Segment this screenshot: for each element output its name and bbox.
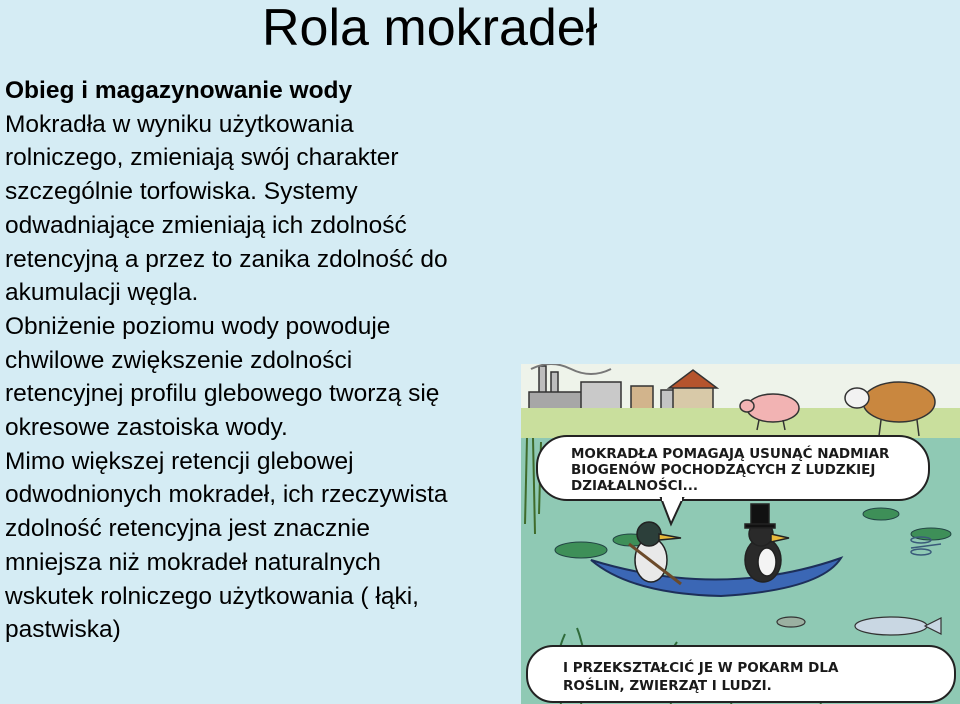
paragraph-line: retencyjnej profilu glebowego tworzą się xyxy=(5,380,440,408)
paragraph-line: Mokradła w wyniku użytkowania xyxy=(5,110,354,138)
speech-bubble-bottom xyxy=(527,646,955,702)
paragraph-line: rolniczego, zmieniają swój charakter xyxy=(5,144,399,172)
paragraph-line: okresowe zastoiska wody. xyxy=(5,414,288,442)
paragraph-line: odwadniające zmieniają ich zdolność xyxy=(5,211,407,239)
paragraph-line: odwodnionych mokradeł, ich rzeczywista xyxy=(5,481,448,509)
bubble-top-line: MOKRADŁA POMAGAJĄ USUNĄĆ NADMIAR xyxy=(571,446,890,462)
paragraph-line: mniejsza niż mokradeł naturalnych xyxy=(5,548,381,576)
slide-title: Rola mokradeł xyxy=(262,0,598,57)
paragraph-line: akumulacji węgla. xyxy=(5,279,199,307)
paragraph-line: szczególnie torfowiska. Systemy xyxy=(5,178,358,206)
bubble-top-line: BIOGENÓW POCHODZĄCYCH Z LUDZKIEJ xyxy=(571,462,876,478)
paragraph-line: Mimo większej retencji glebowej xyxy=(5,447,354,475)
bubble-top-line: DZIAŁALNOŚCI... xyxy=(571,478,698,494)
paragraph-line: pastwiska) xyxy=(5,616,121,644)
paragraph-line: chwilowe zwiększenie zdolności xyxy=(5,346,353,374)
bubble-bottom-line: I PRZEKSZTAŁCIĆ JE W POKARM DLA xyxy=(563,660,839,676)
paragraph-line: retencyjną a przez to zanika zdolność do xyxy=(5,245,448,273)
body-text xyxy=(5,74,525,647)
wetland-cartoon xyxy=(521,364,960,704)
paragraph-line: zdolność retencyjna jest znacznie xyxy=(5,515,370,543)
paragraph-line: wskutek rolniczego użytkowania ( łąki, xyxy=(5,582,419,610)
paragraph-line: Obniżenie poziomu wody powoduje xyxy=(5,312,391,340)
section-heading: Obieg i magazynowanie wody xyxy=(5,77,353,104)
bubble-bottom-line: ROŚLIN, ZWIERZĄT I LUDZI. xyxy=(563,678,772,694)
cartoon-illustration xyxy=(521,364,960,704)
